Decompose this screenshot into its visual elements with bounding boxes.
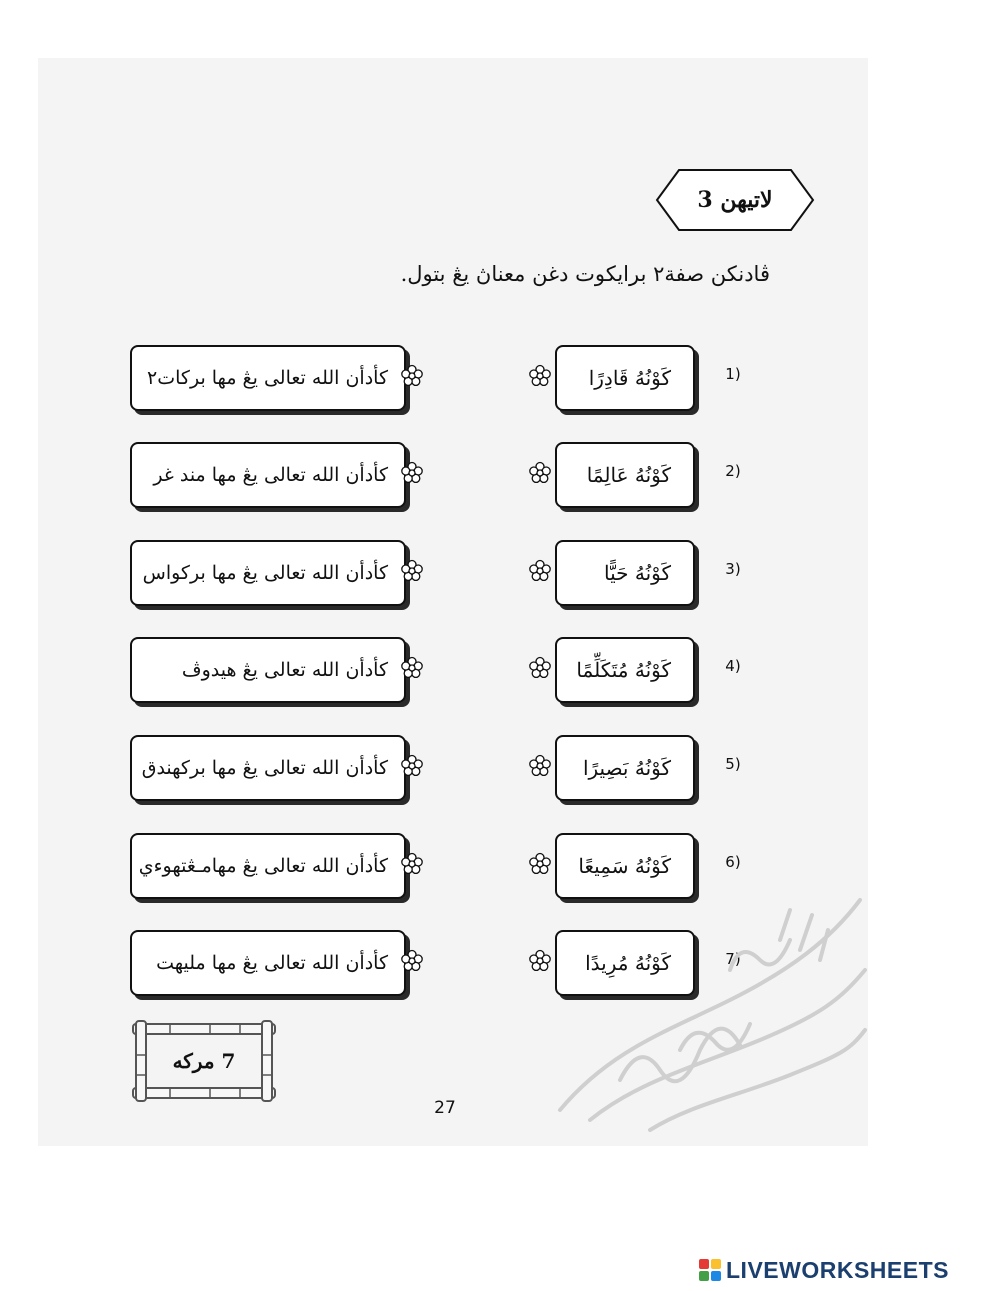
marks-label: 7 مركه [172, 1049, 236, 1073]
item-number: 5) [725, 755, 741, 773]
item-number: 6) [725, 853, 741, 871]
term-text: كَوْنُهُ مُرِيدًا [585, 951, 671, 975]
item-number: 2) [725, 462, 741, 480]
meaning-text: كأدأن الله تعالى يڠ هيدوڤ [181, 659, 388, 681]
page-number: 27 [434, 1098, 456, 1118]
flower-connector-icon[interactable] [400, 559, 424, 583]
item-number: 7) [725, 950, 741, 968]
meaning-box[interactable] [130, 930, 406, 996]
term-box[interactable] [555, 637, 695, 703]
flower-connector-icon[interactable] [528, 461, 552, 485]
meaning-text: كأدأن الله تعالى يڠ مهامـڠتهوءي [138, 855, 388, 877]
term-text: كَوْنُهُ حَيًّا [604, 561, 671, 585]
match-row [0, 735, 1000, 805]
flower-connector-icon[interactable] [528, 559, 552, 583]
term-text: كَوْنُهُ مُتَكَلِّمًا [576, 658, 671, 682]
item-number: 3) [725, 560, 741, 578]
term-text: كَوْنُهُ بَصِيرًا [582, 756, 671, 780]
flower-connector-icon[interactable] [400, 461, 424, 485]
flower-connector-icon[interactable] [400, 754, 424, 778]
item-number: 1) [725, 365, 741, 383]
meaning-text: كأدأن الله تعالى يڠ مها بركات٢ [147, 367, 388, 389]
flower-connector-icon[interactable] [400, 656, 424, 680]
match-row [0, 345, 1000, 415]
term-text: كَوْنُهُ عَالِمًا [586, 463, 671, 487]
match-row [0, 637, 1000, 707]
liveworksheets-logo-icon [698, 1258, 722, 1282]
term-box[interactable] [555, 345, 695, 411]
flower-connector-icon[interactable] [400, 852, 424, 876]
meaning-text: كأدأن الله تعالى يڠ مها مند غر [153, 464, 388, 486]
meaning-box[interactable] [130, 637, 406, 703]
flower-connector-icon[interactable] [528, 852, 552, 876]
exercise-instruction: ڤادنكن صفة٢ برايكوت دغن معناڽ يڠ بتول. [400, 262, 770, 286]
flower-connector-icon[interactable] [400, 364, 424, 388]
meaning-text: كأدأن الله تعالى يڠ مها بركواس [142, 562, 388, 584]
meaning-text: كأدأن الله تعالى يڠ مها بركهندق [141, 757, 388, 779]
term-text: كَوْنُهُ سَمِيعًا [578, 854, 671, 878]
match-row [0, 442, 1000, 512]
exercise-title-badge [655, 168, 815, 232]
meaning-text: كأدأن الله تعالى يڠ مها مليهت [156, 952, 388, 974]
term-box[interactable] [555, 735, 695, 801]
term-text: كَوْنُهُ قَادِرًا [588, 366, 671, 390]
flower-connector-icon[interactable] [528, 754, 552, 778]
meaning-box[interactable] [130, 735, 406, 801]
brand-logo [698, 1256, 949, 1284]
term-box[interactable] [555, 540, 695, 606]
calligraphy-watermark-icon [530, 880, 870, 1140]
exercise-title: لاتيهن 3 [697, 187, 773, 213]
term-box[interactable] [555, 442, 695, 508]
match-row [0, 540, 1000, 610]
flower-connector-icon[interactable] [400, 949, 424, 973]
meaning-box[interactable] [130, 833, 406, 899]
flower-connector-icon[interactable] [528, 656, 552, 680]
brand-name: LIVEWORKSHEETS [726, 1256, 949, 1283]
meaning-box[interactable] [130, 442, 406, 508]
meaning-box[interactable] [130, 540, 406, 606]
meaning-box[interactable] [130, 345, 406, 411]
flower-connector-icon[interactable] [528, 364, 552, 388]
item-number: 4) [725, 657, 741, 675]
